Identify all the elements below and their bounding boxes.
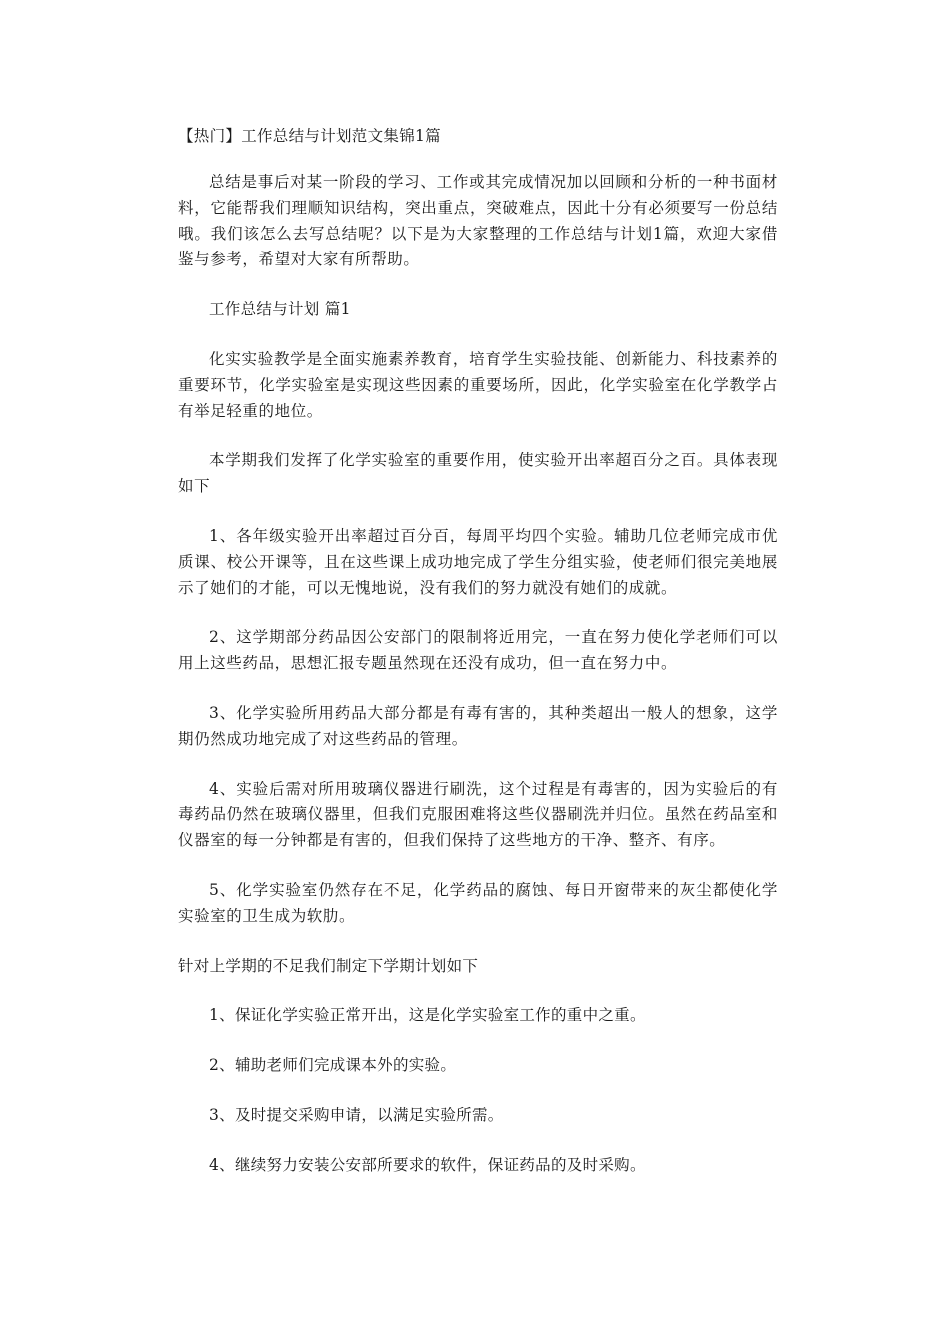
- plan-item: 3、及时提交采购申请，以满足实验所需。: [209, 1105, 504, 1124]
- plan-intro: 针对上学期的不足我们制定下学期计划如下: [178, 956, 479, 975]
- intro-paragraph: 总结是事后对某一阶段的学习、工作或其完成情况加以回顾和分析的一种书面材料，它能帮我们理顺知识结构，突出重点，突破难点，因此十分有必须要写一份总结哦。我们该怎么去写总结呢？以下是为大家整理的工作总结与计划1篇，欢迎大家借鉴与参考，希望对大家有所帮助。: [178, 173, 778, 269]
- plan-item: 1、保证化学实验正常开出，这是化学实验室工作的重中之重。: [209, 1006, 646, 1025]
- plan-item: 4、继续努力安装公安部所要求的软件，保证药品的及时采购。: [209, 1155, 646, 1174]
- summary-item: 5、化学实验室仍然存在不足，化学药品的腐蚀、每日开窗带来的灰尘都使化学实验室的卫生成为软肋。: [178, 880, 778, 925]
- summary-item: 4、实验后需对所用玻璃仪器进行刷洗，这个过程是有毒害的，因为实验后的有毒药品仍然在玻璃仪器里，但我们克服困难将这些仪器刷洗并归位。虽然在药品室和仪器室的每一分钟都是有害的，但我们保持了这些地方的干净、整齐、有序。: [178, 779, 778, 850]
- summary-item: 2、这学期部分药品因公安部门的限制将近用完，一直在努力使化学老师们可以用上这些药品，思想汇报专题虽然现在还没有成功，但一直在努力中。: [178, 628, 778, 673]
- summary-item: 3、化学实验所用药品大部分都是有毒有害的，其种类超出一般人的想象，这学期仍然成功地完成了对这些药品的管理。: [178, 703, 778, 748]
- body-paragraph: 本学期我们发挥了化学实验室的重要作用，使实验开出率超百分之百。具体表现如下: [178, 451, 778, 496]
- body-paragraph: 化实实验教学是全面实施素养教育，培育学生实验技能、创新能力、科技素养的重要环节，化学实验室是实现这些因素的重要场所，因此，化学实验室在化学教学占有举足轻重的地位。: [178, 349, 778, 420]
- summary-item: 1、各年级实验开出率超过百分百，每周平均四个实验。辅助几位老师完成市优质课、校公开课等，且在这些课上成功地完成了学生分组实验，使老师们很完美地展示了她们的才能，可以无愧地说，没有我们的努力就没有她们的成就。: [178, 526, 778, 597]
- document-page: [178, 122, 778, 1203]
- section-heading: 工作总结与计划 篇1: [209, 300, 351, 319]
- document-title: 【热门】工作总结与计划范文集锦1篇: [178, 127, 441, 145]
- plan-item: 2、辅助老师们完成课本外的实验。: [209, 1056, 457, 1075]
